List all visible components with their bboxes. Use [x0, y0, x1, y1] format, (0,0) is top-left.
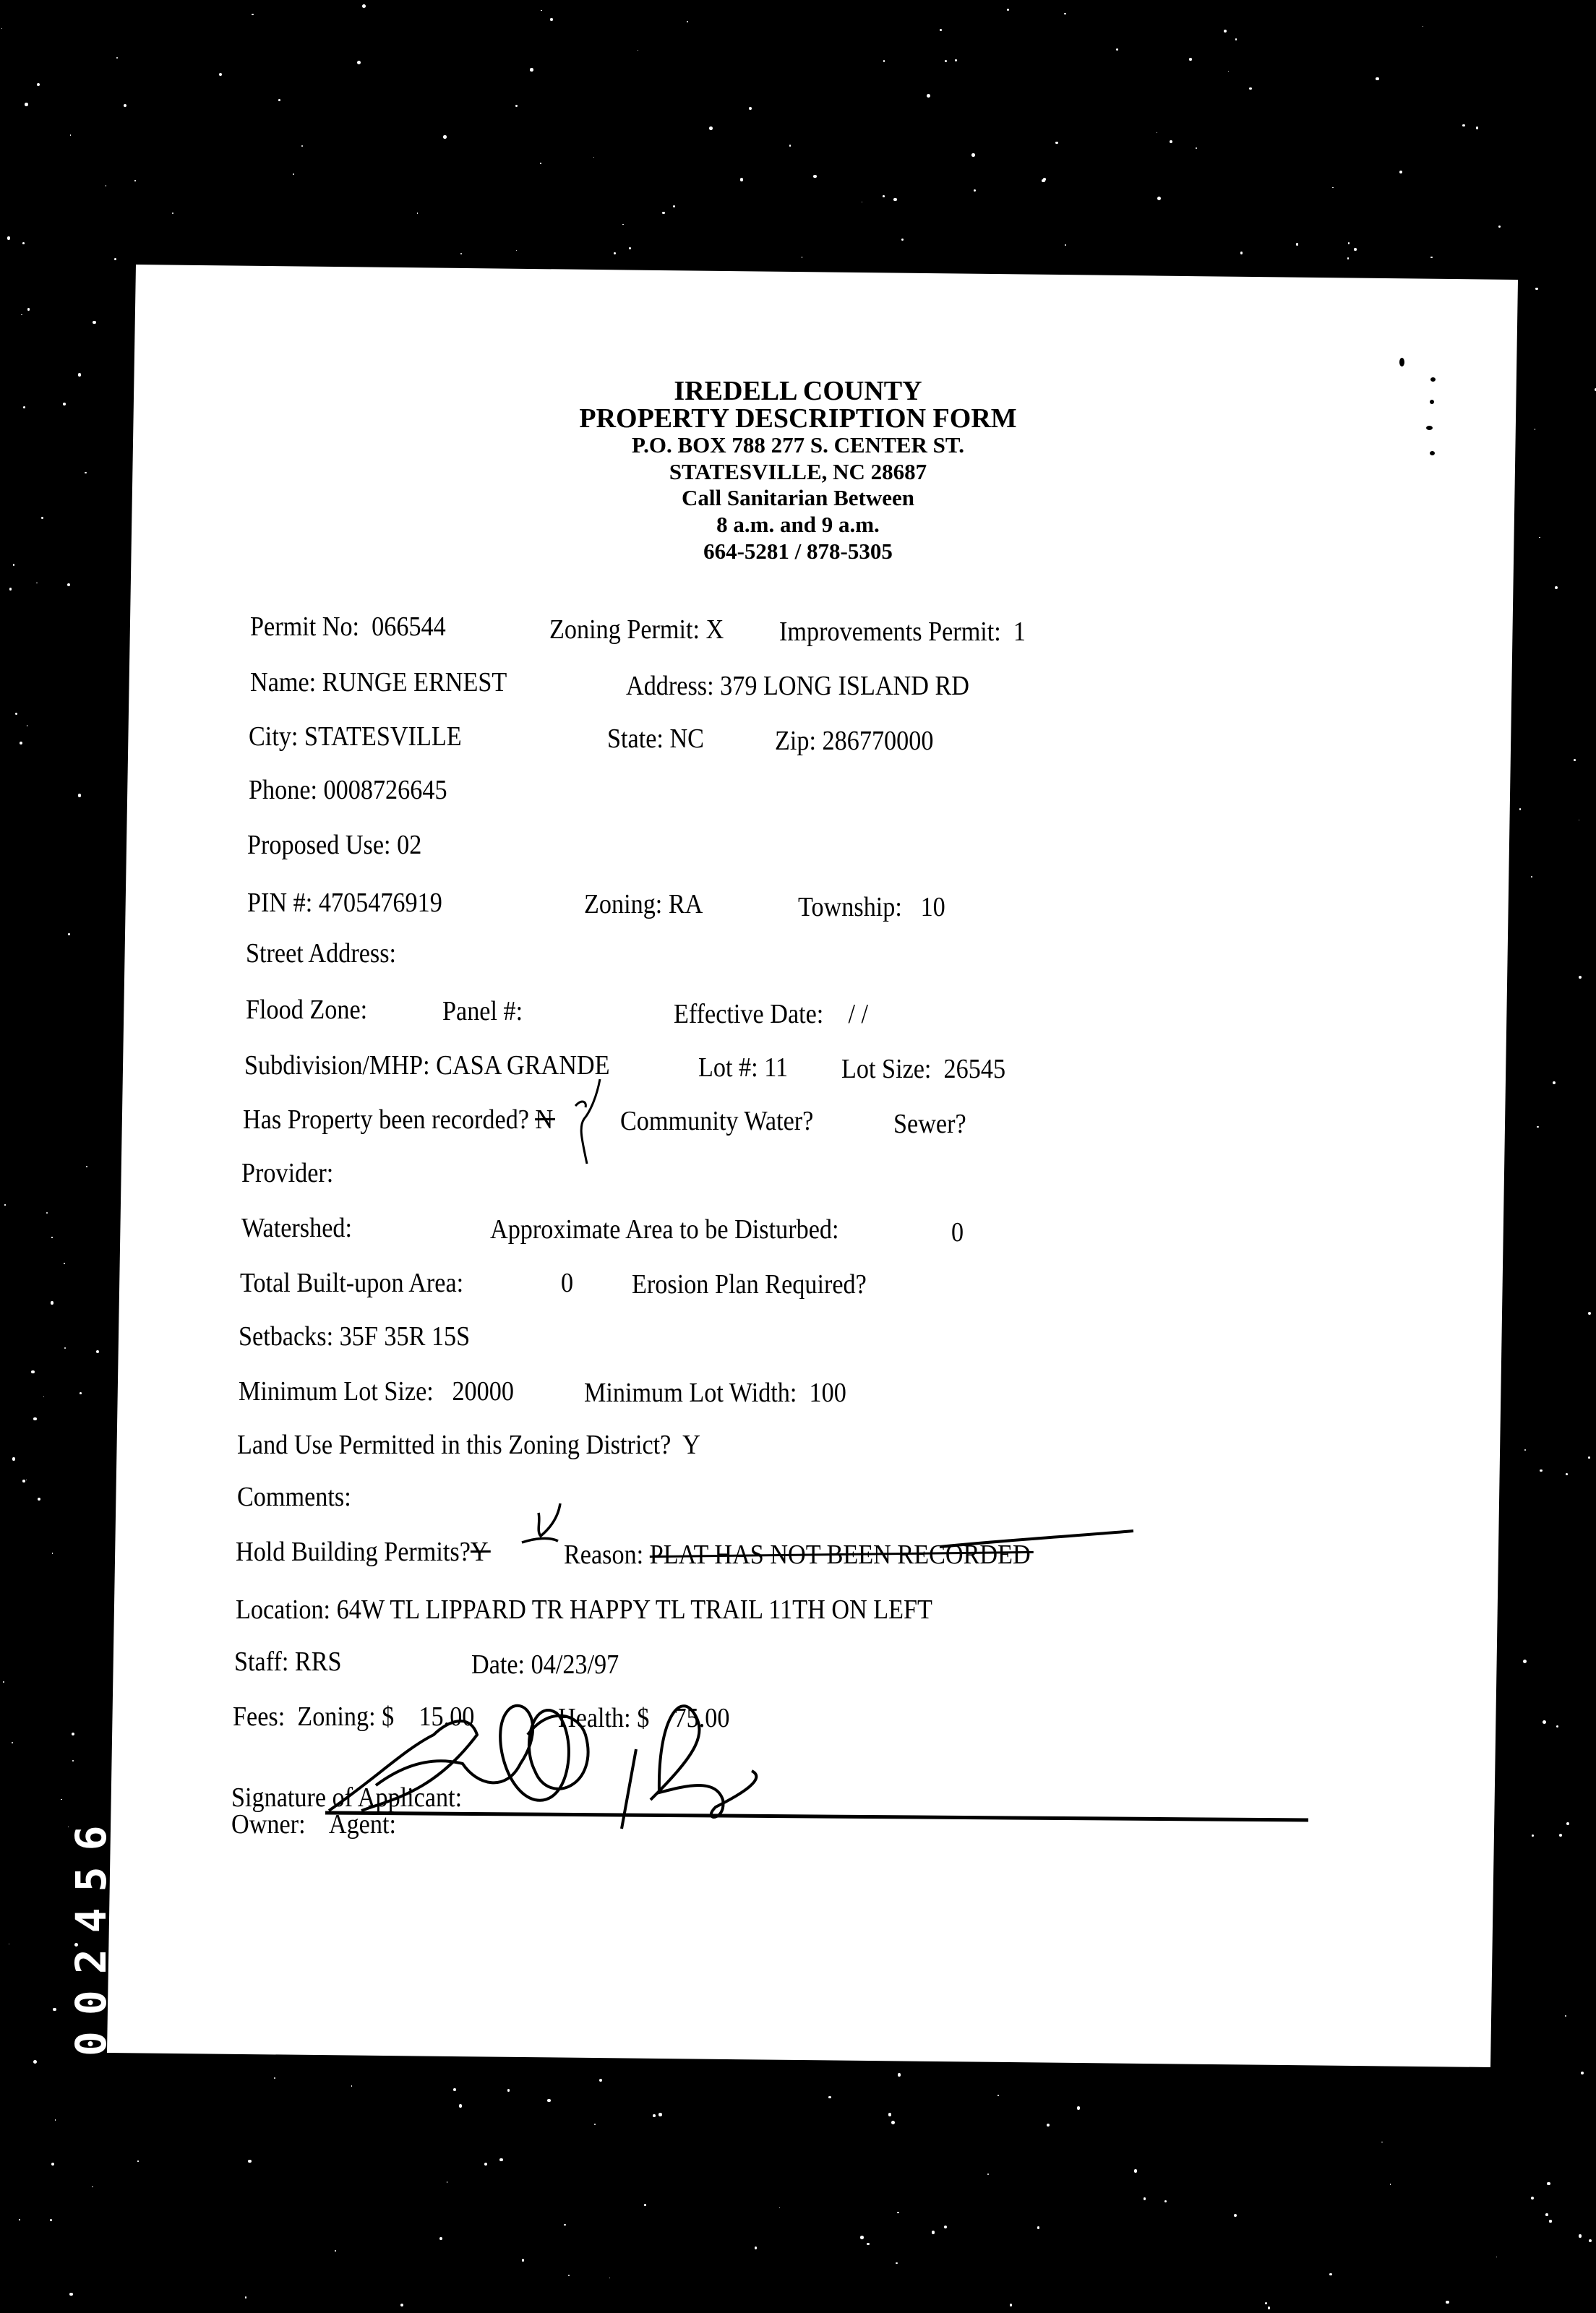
reason-overline: [940, 1531, 1133, 1547]
setbacks-label: Setbacks:: [239, 1321, 334, 1352]
township-label: Township:: [798, 892, 902, 922]
call-note: Call Sanitarian Between: [681, 485, 915, 510]
setbacks-value: 35F 35R 15S: [339, 1321, 471, 1352]
fees-label: Fees:: [233, 1702, 286, 1732]
community-water-label: Community Water?: [620, 1106, 814, 1136]
reason-label: Reason:: [564, 1540, 644, 1570]
min-lot-size-value: 20000: [452, 1376, 514, 1407]
phones: 664-5281 / 878-5305: [703, 538, 893, 564]
city-value: STATESVILLE: [304, 721, 462, 752]
signature-scribble: [329, 1706, 756, 1829]
reason-value: PLAT HAS NOT BEEN RECORDED: [649, 1540, 1031, 1570]
state-value: NC: [669, 724, 704, 754]
lot-size-value: 26545: [943, 1054, 1006, 1084]
address-value: 379 LONG ISLAND RD: [720, 671, 969, 701]
improvements-permit-label: Improvements Permit:: [779, 617, 1001, 647]
phone-label: Phone:: [249, 775, 318, 805]
street-address-label: Street Address:: [246, 938, 397, 969]
watershed-label: Watershed:: [241, 1213, 352, 1243]
township-value: 10: [920, 892, 945, 922]
owner-label: Owner:: [231, 1809, 306, 1840]
date-label: Date:: [471, 1649, 525, 1680]
po-box: P.O. BOX 788 277 S. CENTER ST.: [632, 432, 964, 458]
land-use-permitted-value: Y: [682, 1430, 700, 1460]
permit-no-value: 066544: [372, 611, 446, 642]
zip-label: Zip:: [775, 726, 816, 756]
zoning-fee-label: Zoning: $: [297, 1702, 395, 1732]
comments-label: Comments:: [237, 1482, 351, 1512]
agent-label: Agent:: [328, 1809, 396, 1840]
health-fee-label: Health: $: [558, 1703, 650, 1733]
property-recorded-label: Has Property been recorded?: [243, 1104, 529, 1135]
area-disturbed-value: 0: [951, 1217, 964, 1248]
built-upon-area-value: 0: [561, 1268, 574, 1298]
subdivision-value: CASA GRANDE: [436, 1050, 610, 1081]
address-label: Address:: [626, 671, 714, 701]
zoning-label: Zoning:: [584, 889, 663, 919]
area-disturbed-label: Approximate Area to be Disturbed:: [490, 1214, 839, 1245]
erosion-plan-label: Erosion Plan Required?: [632, 1269, 867, 1300]
margin-stamp-number: 002456: [66, 1809, 116, 2056]
county-title: IREDELL COUNTY: [674, 376, 922, 406]
proposed-use-value: 02: [397, 830, 422, 860]
panel-label: Panel #:: [442, 996, 523, 1026]
name-label: Name:: [250, 667, 317, 698]
phone-value: 0008726645: [323, 775, 447, 805]
zoning-fee-value: 15.00: [419, 1702, 475, 1732]
subdivision-label: Subdivision/MHP:: [244, 1050, 430, 1081]
lot-no-value: 11: [764, 1052, 789, 1083]
hold-building-permits-label: Hold Building Permits?: [236, 1537, 471, 1567]
property-recorded-value: N: [535, 1104, 554, 1135]
health-fee-value: 75.00: [674, 1703, 730, 1733]
handwritten-check-recorded: [575, 1079, 600, 1164]
city-state-zip: STATESVILLE, NC 28687: [669, 459, 927, 484]
location-value: 64W TL LIPPARD TR HAPPY TL TRAIL 11TH ON LEFT: [336, 1595, 932, 1625]
hold-building-permits-value: Y: [470, 1537, 489, 1567]
proposed-use-label: Proposed Use:: [247, 830, 391, 860]
date-value: 04/23/97: [531, 1649, 619, 1680]
handwritten-n-hold: [522, 1503, 560, 1542]
pin-value: 4705476919: [318, 888, 442, 918]
state-label: State:: [607, 724, 664, 754]
provider-label: Provider:: [241, 1158, 334, 1188]
permit-no-label: Permit No:: [250, 611, 360, 642]
flood-zone-label: Flood Zone:: [246, 995, 368, 1025]
city-label: City:: [249, 721, 299, 752]
signature-label: Signature of Applicant:: [231, 1782, 463, 1813]
min-lot-width-value: 100: [809, 1378, 846, 1408]
zoning-permit-value: X: [705, 614, 724, 645]
form-title: PROPERTY DESCRIPTION FORM: [579, 403, 1017, 434]
improvements-permit-value: 1: [1013, 617, 1026, 647]
effective-date-value: / /: [848, 999, 869, 1029]
location-label: Location:: [236, 1595, 331, 1625]
staff-label: Staff:: [234, 1647, 289, 1677]
effective-date-label: Effective Date:: [674, 999, 824, 1029]
zoning-permit-label: Zoning Permit:: [549, 614, 700, 645]
lot-size-label: Lot Size:: [841, 1054, 932, 1084]
hours: 8 a.m. and 9 a.m.: [716, 512, 880, 537]
lot-no-label: Lot #:: [698, 1052, 758, 1083]
pin-label: PIN #:: [247, 888, 313, 918]
staff-value: RRS: [294, 1647, 342, 1677]
signature-line: [325, 1813, 1308, 1820]
zip-value: 286770000: [822, 726, 934, 756]
sewer-label: Sewer?: [893, 1109, 966, 1139]
land-use-permitted-label: Land Use Permitted in this Zoning District?: [237, 1430, 672, 1460]
min-lot-size-label: Minimum Lot Size:: [239, 1376, 434, 1407]
min-lot-width-label: Minimum Lot Width:: [584, 1378, 797, 1408]
name-value: RUNGE ERNEST: [322, 667, 507, 698]
zoning-value: RA: [668, 889, 703, 919]
built-upon-area-label: Total Built-upon Area:: [240, 1268, 464, 1298]
